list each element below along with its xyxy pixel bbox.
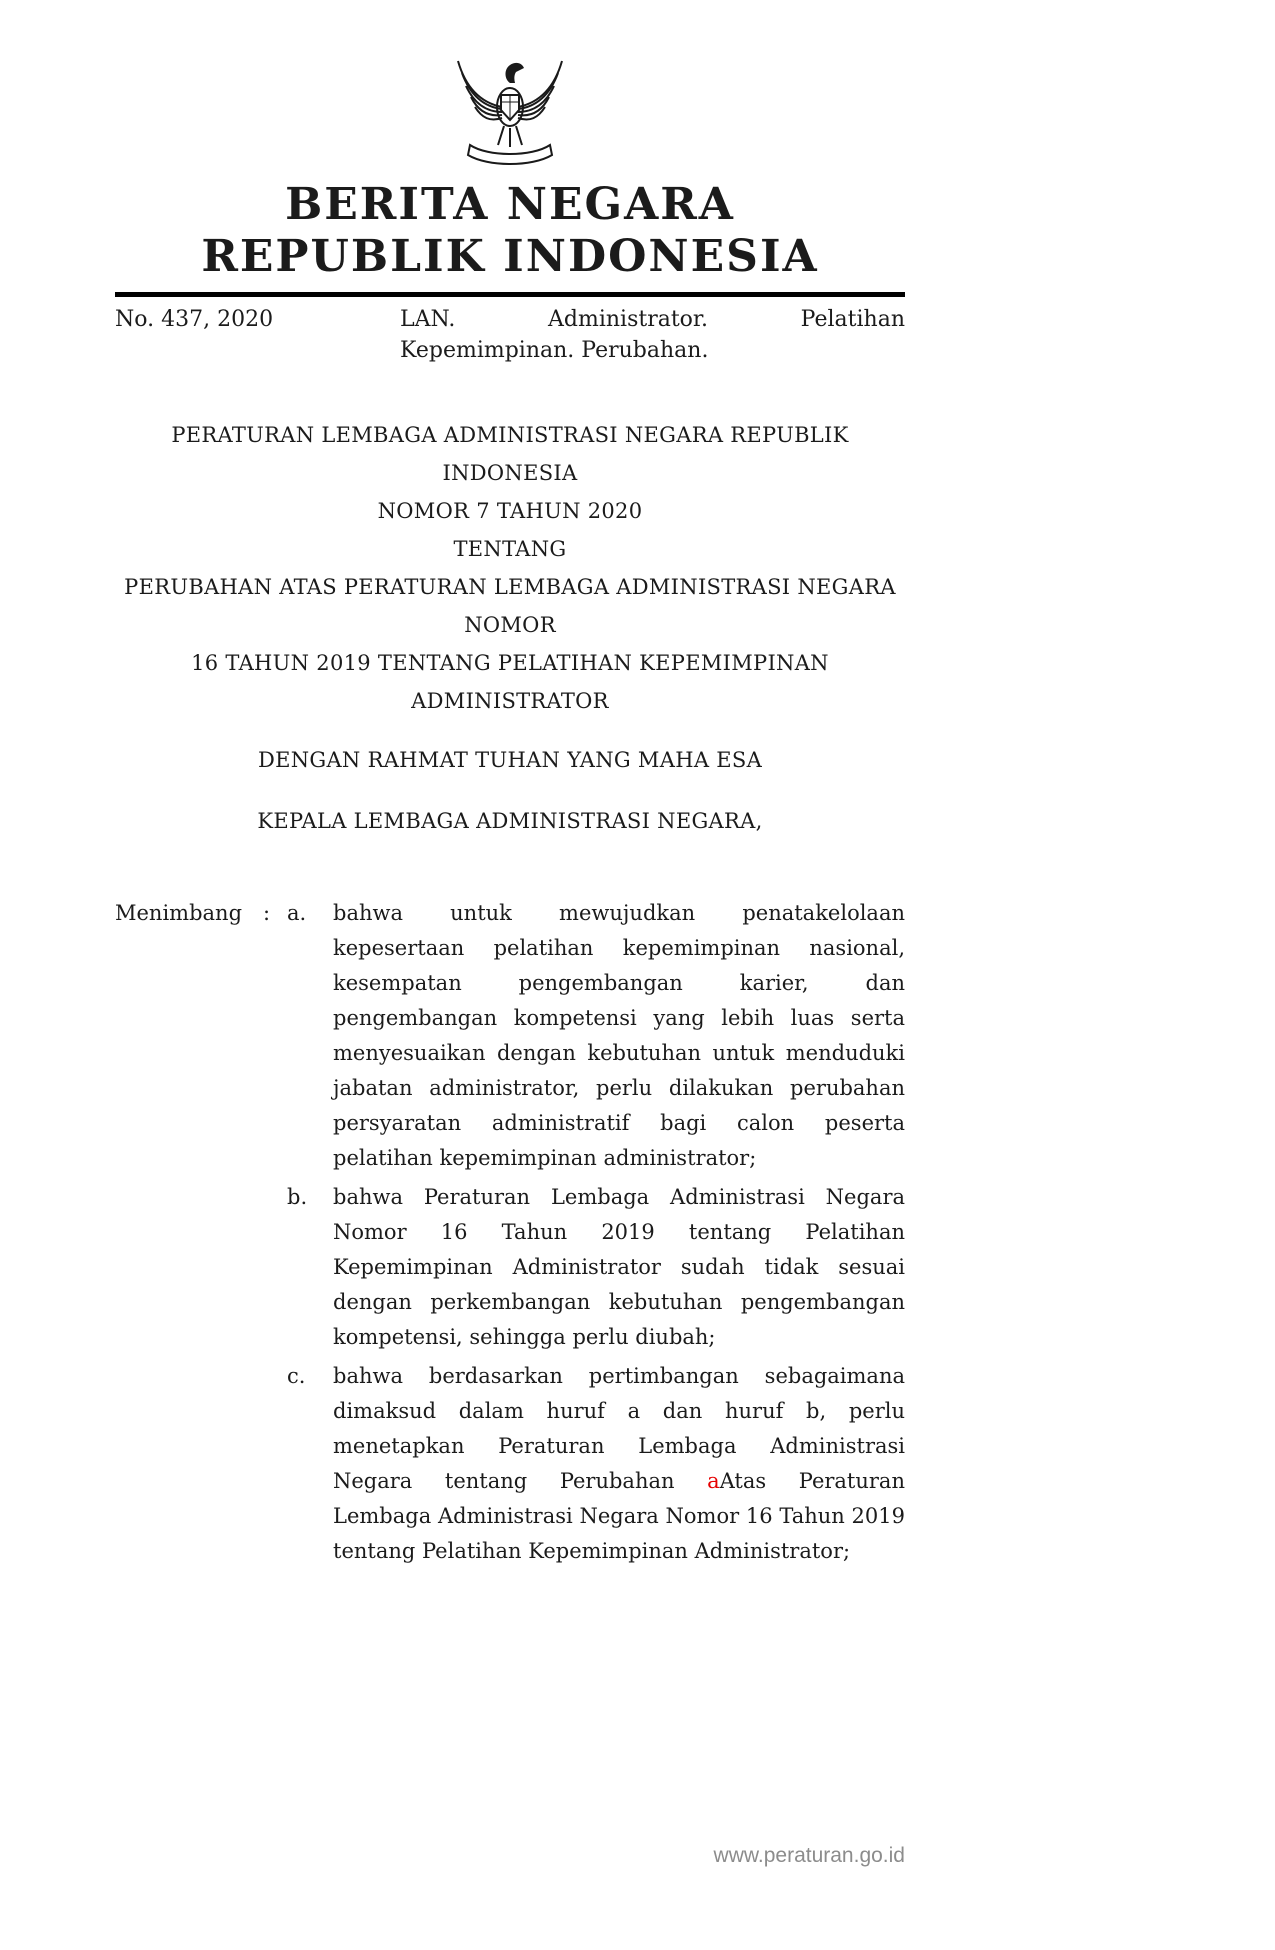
regulation-title xyxy=(115,416,905,720)
regulation-title-line-1: PERATURAN LEMBAGA ADMINISTRASI NEGARA REPUBLIK INDONESIA xyxy=(171,423,849,485)
issue-subject: LAN. Administrator. Pelatihan Kepemimpinan. Perubahan. xyxy=(400,307,905,363)
considering-label-spacer xyxy=(115,1359,263,1569)
considering-label: Menimbang xyxy=(115,901,243,925)
item-letter-a: a. xyxy=(287,901,307,925)
invocation-line: DENGAN RAHMAT TUHAN YANG MAHA ESA xyxy=(257,748,763,772)
considering-separator: : xyxy=(263,901,271,925)
regulation-title-line-3: TENTANG xyxy=(453,537,567,561)
issue-line xyxy=(115,304,905,366)
masthead-line-1: BERITA NEGARA xyxy=(285,179,735,230)
item-letter-b: b. xyxy=(287,1185,308,1209)
text-segment-after: Atas Peraturan Lembaga Administrasi Negara Nomor 16 Tahun 2019 tentang Pelatihan Kepemimpinan Administrator; xyxy=(333,1469,905,1563)
regulation-title-line-2: NOMOR 7 TAHUN 2020 xyxy=(377,499,643,523)
item-text-a: bahwa untuk mewujudkan penatakelolaan kepesertaan pelatihan kepemimpinan nasional, kesempatan pengembangan karier, dan pengembangan kompetensi yang lebih luas serta menyesuaikan dengan kebutuhan untuk menduduki jabatan administrator, perlu dilakukan perubahan persyaratan administratif bagi calon peserta pelatihan kepemimpinan administrator; xyxy=(333,901,905,1170)
watermark-url: www.peraturan.go.id xyxy=(713,1844,905,1867)
item-text-c xyxy=(333,1359,905,1569)
regulation-title-line-5: 16 TAHUN 2019 TENTANG PELATIHAN KEPEMIMPINAN ADMINISTRATOR xyxy=(191,651,829,713)
considering-item-a xyxy=(115,896,905,1176)
text-segment-before: bahwa berdasarkan pertimbangan sebagaimana dimaksud dalam huruf a dan huruf b, perlu menetapkan Peraturan Lembaga Administrasi Negara tentang Perubahan xyxy=(333,1364,905,1493)
considering-section xyxy=(115,896,905,1569)
masthead-line-2: REPUBLIK INDONESIA xyxy=(201,231,819,282)
deleted-letter: a xyxy=(707,1469,720,1493)
considering-separator-spacer xyxy=(263,1359,287,1569)
authority-line: KEPALA LEMBAGA ADMINISTRASI NEGARA, xyxy=(257,809,763,833)
considering-item-c xyxy=(115,1359,905,1569)
regulation-title-line-4: PERUBAHAN ATAS PERATURAN LEMBAGA ADMINISTRASI NEGARA NOMOR xyxy=(124,575,896,637)
considering-item-b xyxy=(115,1180,905,1355)
considering-separator-spacer xyxy=(263,1180,287,1355)
garuda-pancasila-icon xyxy=(115,0,905,167)
masthead-title xyxy=(115,179,905,283)
issue-number: No. 437, 2020 xyxy=(115,307,274,332)
item-letter-c: c. xyxy=(287,1364,306,1388)
item-text-b: bahwa Peraturan Lembaga Administrasi Negara Nomor 16 Tahun 2019 tentang Pelatihan Kepemimpinan Administrator sudah tidak sesuai dengan perkembangan kebutuhan pengembangan kompetensi, sehingga perlu diubah; xyxy=(333,1185,905,1349)
header-rule xyxy=(115,292,905,297)
considering-label-spacer xyxy=(115,1180,263,1355)
